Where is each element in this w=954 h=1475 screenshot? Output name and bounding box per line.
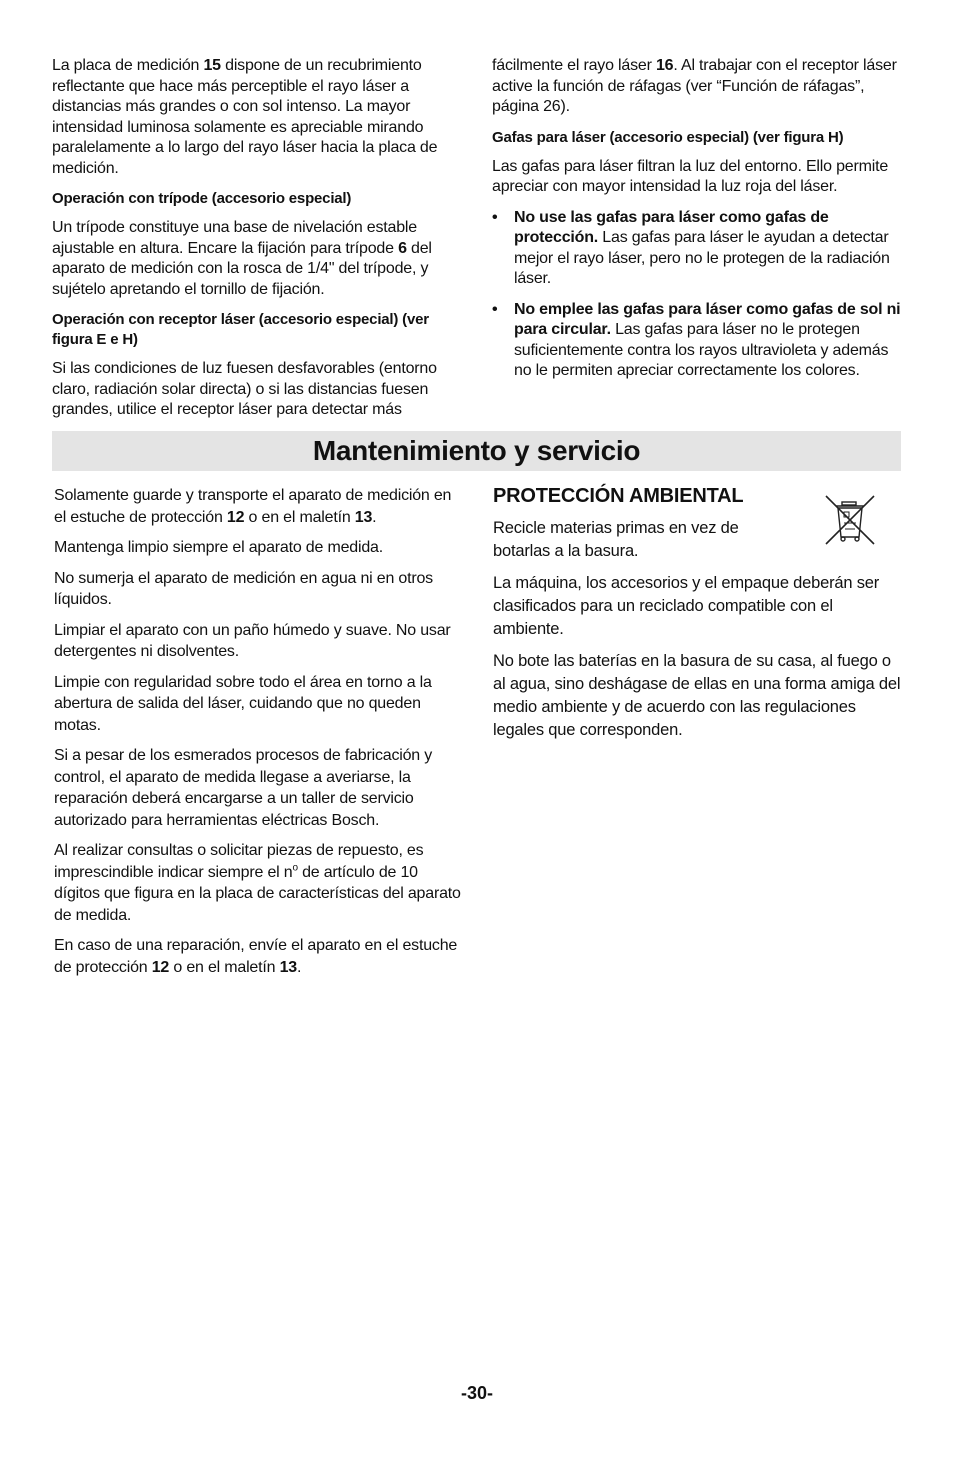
top-left-column	[52, 56, 464, 431]
paragraph-keep-clean: Mantenga limpio siempre el aparato de medida.	[54, 539, 383, 556]
paragraph-batteries: No bote las baterías en la basura de su casa, al fuego o al agua, sino deshágase de ellas en una forma amiga del medio ambiente y de acuerdo con las regulaciones legales que corresponden.	[493, 652, 901, 739]
paragraph-storage: Solamente guarde y transporte el aparato de medición en el estuche de protección 12 o en el maletín 13.	[54, 487, 452, 526]
top-right-column	[492, 56, 906, 392]
paragraph-laser-receiver-continued: fácilmente el rayo láser 16. Al trabajar con el receptor láser active la función de ráfagas (ver “Función de ráfagas”, página 26).	[492, 57, 897, 115]
bullet-item-sunglasses: • No emplee las gafas para láser como gafas de sol ni para circular. Las gafas para láser no le protegen suficientemente contra los rayos ultravioleta y además no le permiten apreciar correctamente los colores.	[492, 300, 901, 379]
paragraph-cleaning: Limpiar el aparato con un paño húmedo y suave. No usar detergentes ni disolventes.	[54, 621, 451, 660]
subheading-laser-glasses: Gafas para láser (accesorio especial) (ver figura H)	[492, 128, 844, 146]
paragraph-repair-shipping: En caso de una reparación, envíe el aparato en el estuche de protección 12 o en el maletín 13.	[54, 937, 458, 976]
subheading-laser-receiver: Operación con receptor láser (accesorio especial) (ver figura E e H)	[52, 311, 429, 348]
paragraph-recycle: Recicle materias primas en vez de botarlas a la basura.	[493, 519, 739, 560]
section-title: Mantenimiento y servicio	[312, 435, 641, 466]
section-banner	[52, 431, 901, 471]
bullet-icon: •	[492, 300, 498, 318]
paragraph-laser-receiver: Si las condiciones de luz fuesen desfavorables (entorno claro, radiación solar directa) o si las distancias fuesen grandes, utilice el receptor láser para detectar más	[52, 360, 437, 418]
page-number: -30-	[460, 1383, 493, 1403]
paragraph-laser-glasses: Las gafas para láser filtran la luz del entorno. Ello permite apreciar con mayor intensidad la luz roja del láser.	[492, 157, 889, 195]
paragraph-repair-service: Si a pesar de los esmerados procesos de fabricación y control, el aparato de medida llegase a averiarse, la reparación deberá encargarse a un taller de servicio autorizado para herramientas eléctricas Bosch.	[54, 747, 433, 829]
bullet-icon: •	[492, 208, 498, 226]
paragraph-sorting: La máquina, los accesorios y el empaque deberán ser clasificados para un reciclado compatible con el ambiente.	[493, 574, 880, 638]
paragraph-measuring-plate: La placa de medición 15 dispone de un recubrimiento reflectante que hace más perceptible el rayo láser a distancias más grandes o con sol intenso. La mayor intensidad luminosa solamente es apreciable mirando paralelamente a lo largo del rayo láser hacia la placa de medición.	[52, 57, 438, 177]
paragraph-laser-opening: Limpie con regularidad sobre todo el área en torno a la abertura de salida del láser, cuidando que no queden motas.	[54, 673, 432, 734]
crossed-out-wheelie-bin-icon	[823, 493, 877, 547]
paragraph-spare-parts: Al realizar consultas o solicitar piezas de repuesto, es imprescindible indicar siempre el $n^o$ de artículo de 10 dígitos que figura en la placa de características del aparato de medida.	[54, 842, 461, 924]
paragraph-tripod: Un trípode constituye una base de nivelación estable ajustable en altura. Encare la fijación para trípode 6 del aparato de medición con la rosca de 1/4" del trípode, y sujételo apretando el tornillo de fijación.	[52, 219, 432, 298]
environmental-heading: PROTECCIÓN AMBIENTAL	[493, 485, 744, 507]
maintenance-column	[54, 485, 464, 987]
paragraph-no-water: No sumerja el aparato de medición en agua ni en otros líquidos.	[54, 569, 433, 608]
bullet-item-protection: • No use las gafas para láser como gafas de protección. Las gafas para láser le ayudan a detectar mejor el rayo láser, pero no le protegen de la radiación láser.	[492, 208, 890, 287]
subheading-tripod: Operación con trípode (accesorio especial)	[52, 190, 352, 207]
